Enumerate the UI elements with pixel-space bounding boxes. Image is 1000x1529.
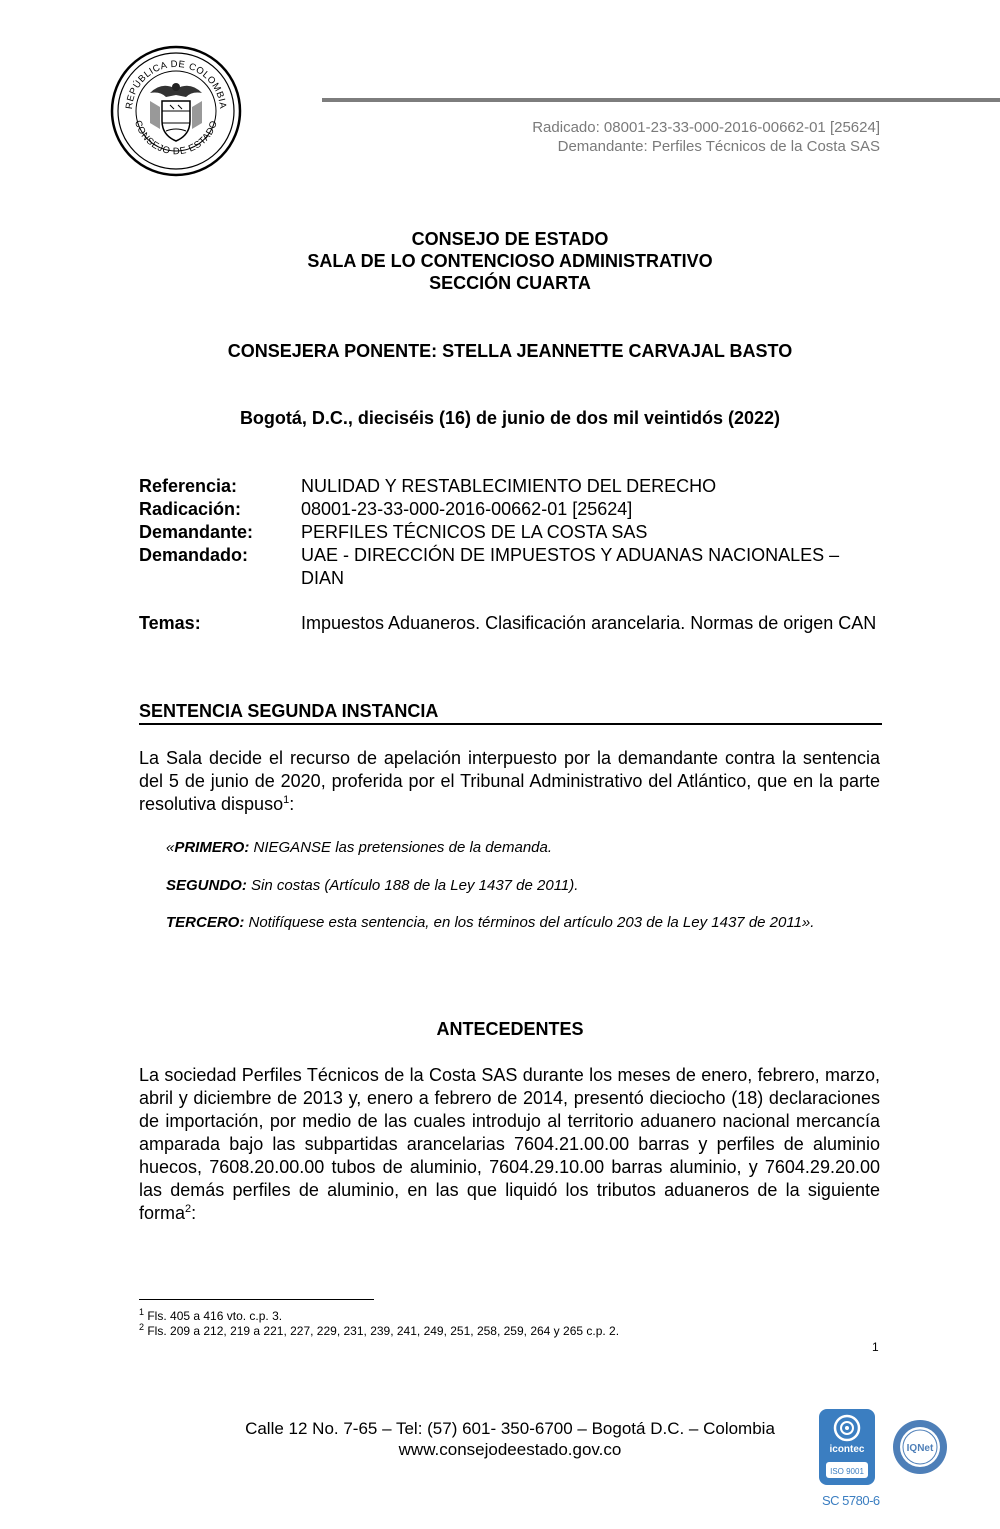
reference-block: [139, 475, 884, 635]
reference-label: Radicación:: [139, 499, 242, 519]
iso-label: ISO 9001: [830, 1467, 864, 1476]
sala-name: SALA DE LO CONTENCIOSO ADMINISTRATIVO: [307, 251, 713, 271]
quote-open: «: [166, 839, 175, 856]
consejo-de-estado-seal: [110, 45, 242, 177]
reference-value: 08001-23-33-000-2016-00662-01 [25624]: [301, 499, 633, 519]
iqnet-logo: [892, 1419, 948, 1475]
quote-segundo: [166, 876, 856, 895]
quote-text-primero: NIEGANSE las pretensiones de la demanda.: [249, 839, 553, 856]
footer-website[interactable]: www.consejodeestado.gov.co: [398, 1440, 622, 1459]
icontec-logo: [818, 1408, 876, 1486]
seccion-name: SECCIÓN CUARTA: [429, 273, 591, 293]
footnote-mark: 1: [139, 1307, 145, 1317]
quote-label-primero: PRIMERO:: [174, 839, 250, 856]
reference-value: NULIDAD Y RESTABLECIMIENTO DEL DERECHO: [301, 476, 717, 496]
reference-row-temas: [139, 612, 884, 635]
footnote-ref-2[interactable]: 2: [185, 1203, 192, 1215]
temas-value: Impuestos Aduaneros. Clasificación arancelaria. Normas de origen CAN: [301, 613, 877, 633]
intro-text-end: :: [289, 794, 295, 814]
footnote-ref-1[interactable]: 1: [283, 794, 290, 806]
header-radicado: Radicado: 08001-23-33-000-2016-00662-01 [25624]: [532, 119, 880, 136]
seal-text-bottom: CONSEJO DE ESTADO: [132, 118, 221, 158]
footer-address: Calle 12 No. 7-65 – Tel: (57) 601- 350-6700 – Bogotá D.C. – Colombia: [245, 1419, 775, 1438]
intro-paragraph: [139, 747, 880, 816]
antecedentes-heading: ANTECEDENTES: [436, 1019, 584, 1039]
footnote-1: [139, 1309, 282, 1323]
sc-code: SC 5780-6: [822, 1493, 880, 1508]
reference-row-radicacion: [139, 498, 884, 521]
icontec-label: icontec: [829, 1444, 865, 1455]
reference-row-demandante: [139, 521, 884, 544]
footnote-separator: [139, 1299, 374, 1300]
reference-label: Demandado:: [139, 545, 249, 565]
consejera-ponente: CONSEJERA PONENTE: STELLA JEANNETTE CARVAJAL BASTO: [227, 341, 793, 361]
reference-label: Demandante:: [139, 522, 254, 542]
seal-text-top: REPÚBLICA DE COLOMBIA: [123, 58, 229, 110]
quote-label-segundo: SEGUNDO:: [166, 877, 247, 894]
reference-label: Referencia:: [139, 476, 238, 496]
footnote-2: [139, 1324, 619, 1338]
quote-tercero: [166, 913, 856, 932]
reference-value: PERFILES TÉCNICOS DE LA COSTA SAS: [301, 522, 648, 542]
header-rule: [322, 98, 1000, 102]
quote-text-segundo: Sin costas (Artículo 188 de la Ley 1437 de 2011).: [246, 877, 579, 894]
antecedentes-paragraph: [139, 1064, 880, 1225]
footnote-text: Fls. 209 a 212, 219 a 221, 227, 229, 231, 239, 241, 249, 251, 258, 259, 264 y 265 c.p. 2.: [144, 1324, 620, 1338]
quote-text-tercero: Notifíquese esta sentencia, en los términos del artículo 203 de la Ley 1437 de 2011».: [244, 914, 815, 931]
sentencia-heading: SENTENCIA SEGUNDA INSTANCIA: [139, 700, 882, 725]
reference-row-demandado: [139, 544, 884, 590]
reference-row-referencia: [139, 475, 884, 498]
date-line: Bogotá, D.C., dieciséis (16) de junio de dos mil veintidós (2022): [239, 408, 781, 428]
quote-label-tercero: TERCERO:: [166, 914, 245, 931]
antecedentes-text-end: :: [191, 1203, 197, 1223]
court-name: CONSEJO DE ESTADO: [411, 229, 609, 249]
reference-value: UAE - DIRECCIÓN DE IMPUESTOS Y ADUANAS NACIONALES – DIAN: [301, 545, 840, 588]
intro-text: La Sala decide el recurso de apelación interpuesto por la demandante contra la sentencia del 5 de junio de 2020, proferida por el Tribunal Administrativo del Atlántico, que en la parte resolutiva dispuso: [139, 748, 880, 814]
temas-label: Temas:: [139, 613, 201, 633]
page-number: 1: [872, 1340, 879, 1354]
antecedentes-text: La sociedad Perfiles Técnicos de la Costa SAS durante los meses de enero, febrero, marzo, abril y diciembre de 2013 y, enero a febrero de 2014, presentó dieciocho (18) declaraciones de importación, por medio de las cuales introdujo al territorio aduanero nacional mercancía amparada bajo las subpartidas arancelarias 7604.21.00.00 barras y perfiles de aluminio huecos, 7608.20.00.00 tubos de aluminio, 7604.29.10.00 barras aluminio, y 7604.29.20.00 las demás perfiles de aluminio, en las que liquidó los tributos aduaneros de la siguiente forma: [139, 1065, 880, 1223]
iqnet-label: IQNet: [906, 1443, 934, 1454]
footnote-mark: 2: [139, 1322, 145, 1332]
header-demandante: Demandante: Perfiles Técnicos de la Costa SAS: [557, 138, 880, 155]
footnote-text: Fls. 405 a 416 vto. c.p. 3.: [144, 1309, 283, 1323]
quote-primero: [166, 838, 856, 857]
